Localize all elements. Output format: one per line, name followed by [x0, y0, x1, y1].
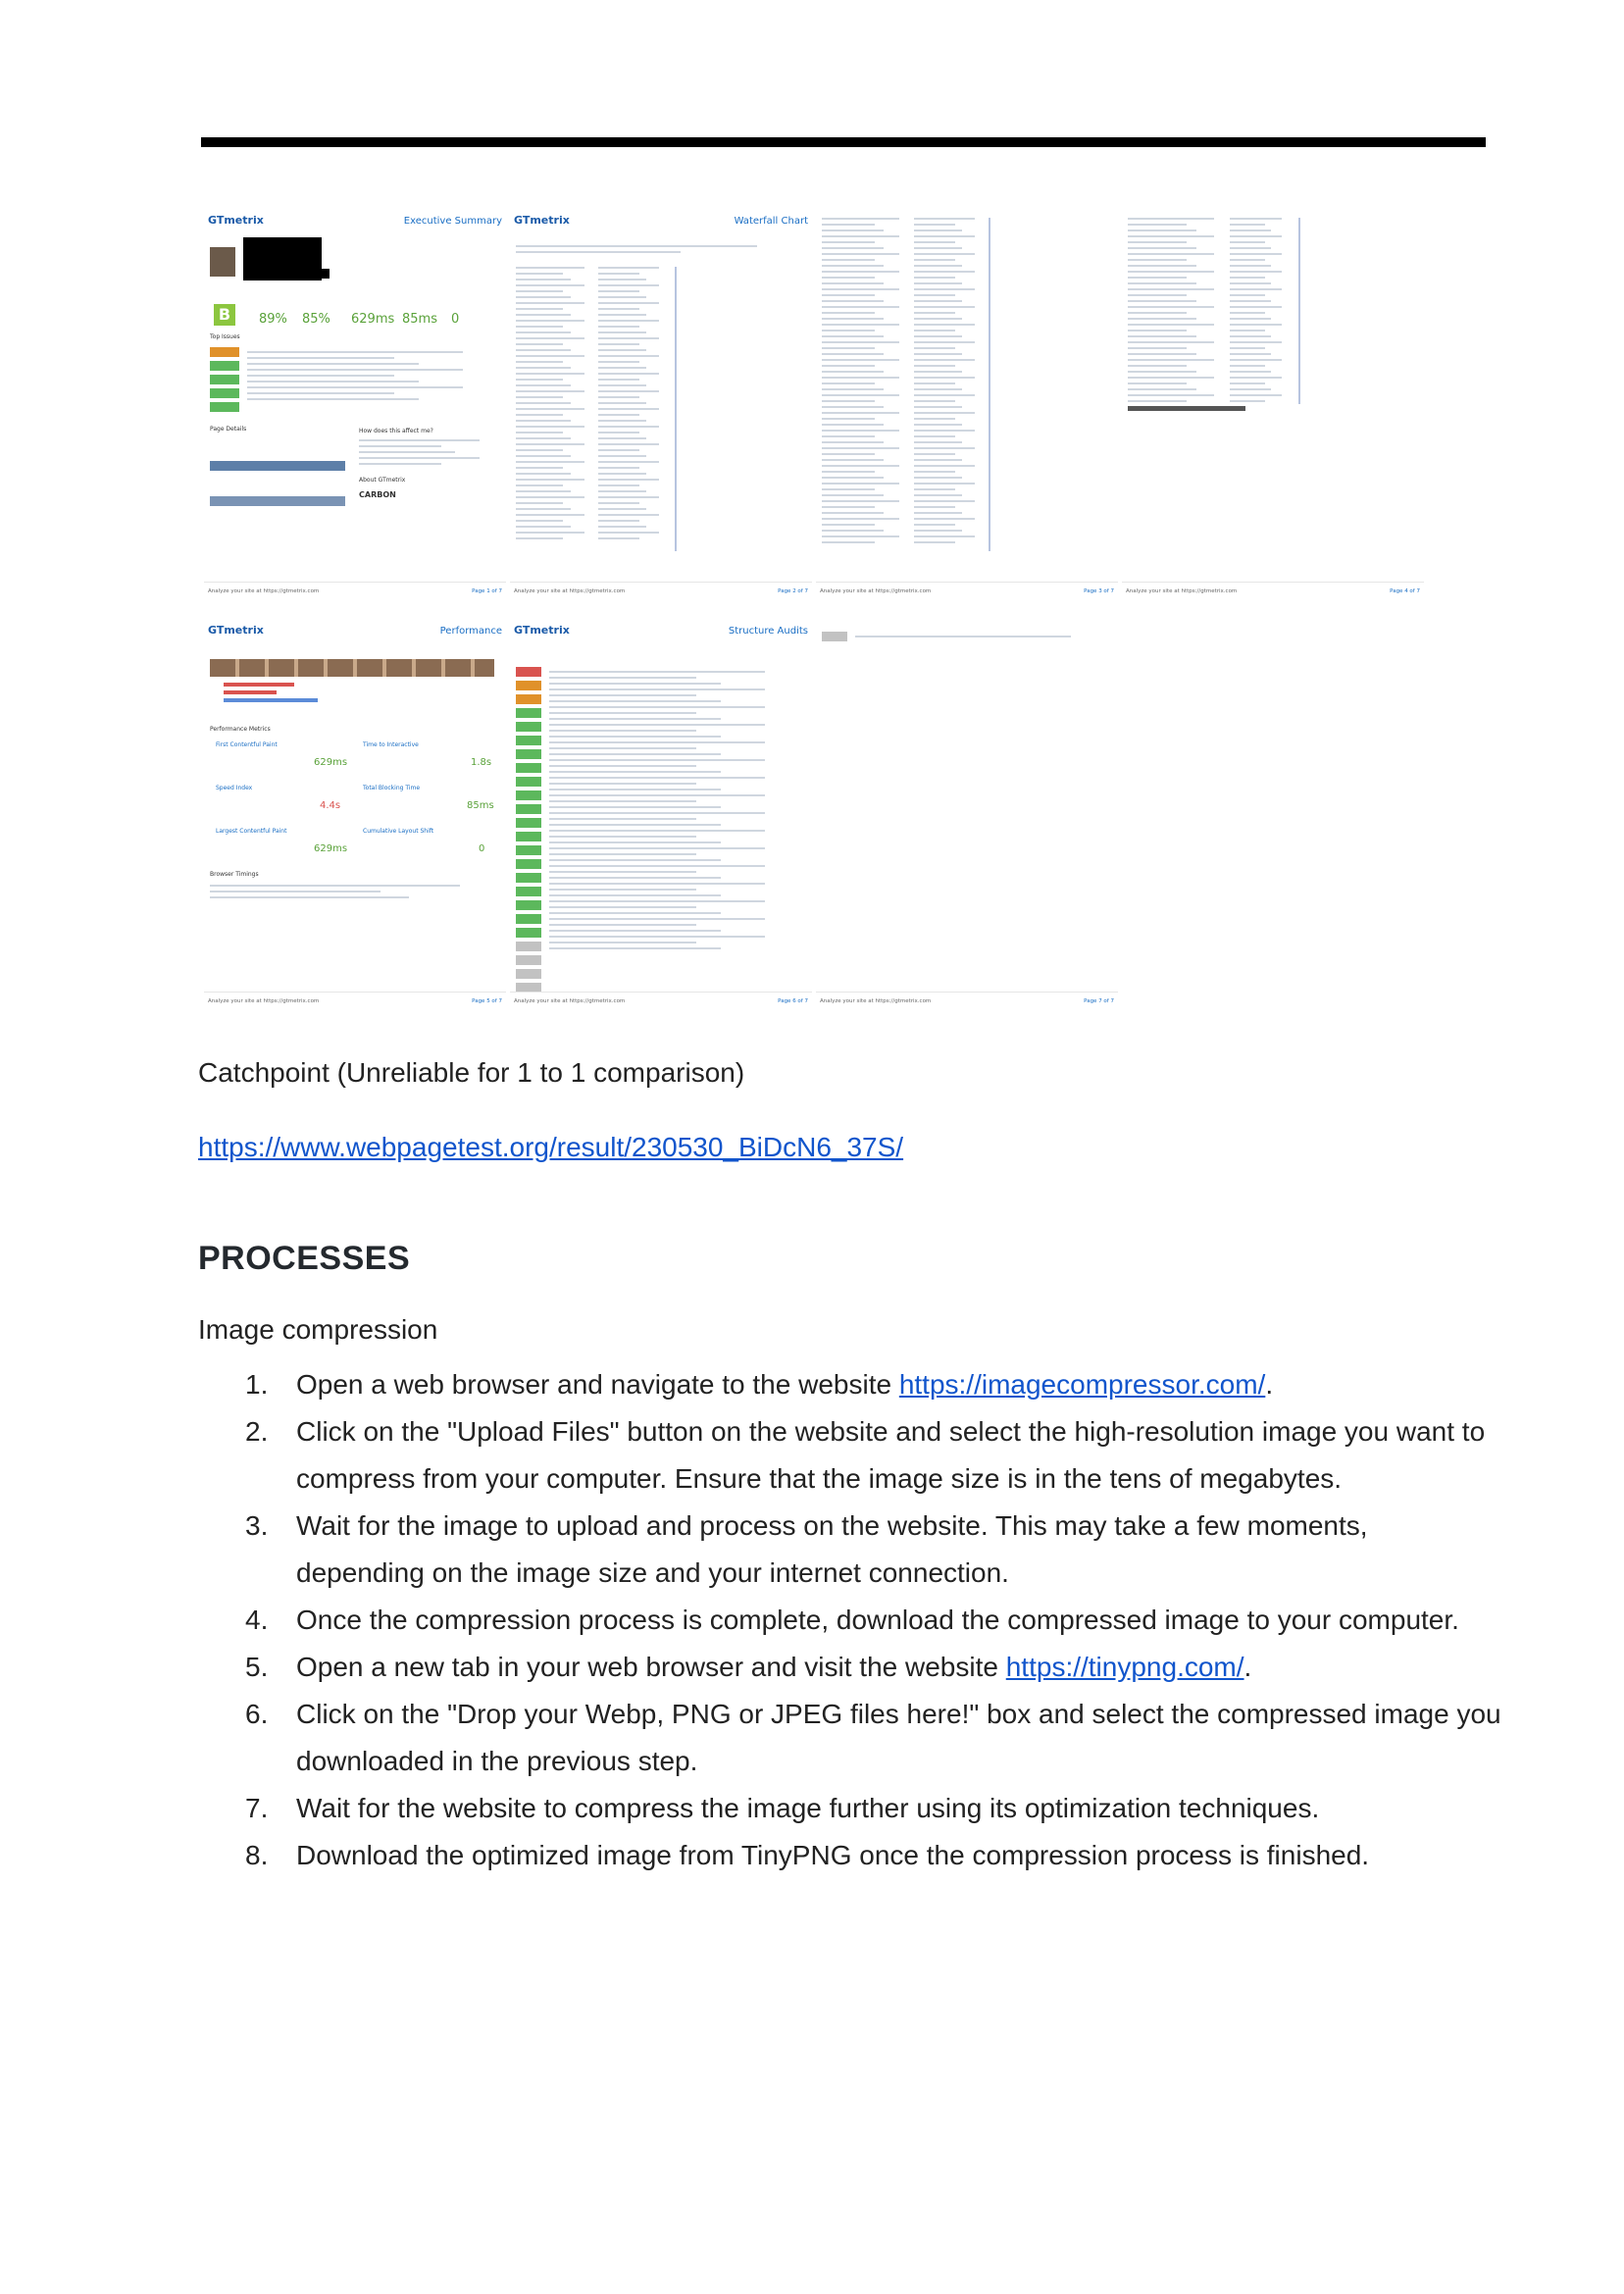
- step-text: Download the optimized image from TinyPNG once the compression process is finished.: [296, 1840, 1370, 1870]
- timings-heading: Browser Timings: [210, 871, 259, 878]
- catchpoint-link[interactable]: https://www.webpagetest.org/result/230530_BiDcN6_37S/: [198, 1132, 904, 1162]
- step-number: 6.: [245, 1699, 269, 1729]
- list-item: [198, 1785, 1502, 1832]
- cls-value: 0: [479, 843, 485, 854]
- step-text: .: [1265, 1369, 1274, 1400]
- page-details-heading: Page Details: [210, 426, 247, 433]
- top-horizontal-rule: [201, 137, 1486, 147]
- gtmetrix-logo: GTmetrix: [514, 214, 570, 227]
- si-value: 4.4s: [320, 800, 341, 811]
- waterfall-sizes: [914, 218, 983, 547]
- page-number: Page 7 of 7: [1084, 998, 1114, 1004]
- how-heading: How does this affect me?: [359, 428, 433, 434]
- tti-label: Time to Interactive: [363, 741, 419, 748]
- page-number: Page 1 of 7: [472, 588, 502, 594]
- thumbnail-footer: Analyze your site at https://gtmetrix.com: [208, 998, 320, 1004]
- about-heading: About GTmetrix: [359, 477, 406, 484]
- grade-badge: B: [214, 304, 235, 326]
- structure-score: 85%: [302, 312, 330, 327]
- step-text: Open a new tab in your web browser and visit the website: [296, 1652, 1006, 1682]
- thumbnail-footer: Analyze your site at https://gtmetrix.com: [820, 588, 932, 594]
- footer-divider: [510, 992, 812, 993]
- thumbnail-title: Performance: [439, 626, 502, 637]
- site-screenshot: [210, 247, 235, 277]
- tbt-value: 85ms: [402, 312, 437, 327]
- waterfall-timeline: [675, 267, 677, 551]
- timeline-markers: [224, 683, 341, 706]
- top-issues-text: [247, 351, 492, 404]
- step-number: 2.: [245, 1416, 269, 1447]
- footer-divider: [816, 992, 1118, 993]
- step-number: 8.: [245, 1840, 269, 1870]
- steps-list: [198, 1361, 1502, 1879]
- redacted-block: [312, 269, 330, 279]
- report-thumbnail-summary: [204, 210, 506, 598]
- list-item: [198, 1644, 1502, 1691]
- carbon-logo: CARBON: [359, 490, 396, 499]
- audit-list: [855, 636, 1100, 641]
- section-heading: PROCESSES: [198, 1240, 411, 1277]
- filmstrip: [210, 659, 494, 677]
- step-link[interactable]: https://imagecompressor.com/: [898, 1369, 1266, 1400]
- step-text: Click on the "Drop your Webp, PNG or JPEG files here!" box and select the compressed image you downloaded in the previous step.: [296, 1699, 1501, 1776]
- list-item: [198, 1691, 1502, 1785]
- report-thumbnail-structure: [510, 620, 812, 1008]
- fcp-value: 629ms: [314, 757, 348, 768]
- step-text: .: [1243, 1652, 1252, 1682]
- waterfall-urls: [1128, 218, 1226, 406]
- page-number: Page 3 of 7: [1084, 588, 1114, 594]
- catchpoint-text: Catchpoint (Unreliable for 1 to 1 comparison): [198, 1057, 745, 1088]
- gtmetrix-logo: GTmetrix: [208, 624, 264, 637]
- step-text: Wait for the image to upload and process on the website. This may take a few moments, depending on the image size and your internet connection.: [296, 1510, 1368, 1588]
- step-text: Open a web browser and navigate to the website: [296, 1369, 899, 1400]
- list-item: [198, 1408, 1502, 1503]
- footer-divider: [816, 582, 1118, 583]
- cls-label: Cumulative Layout Shift: [363, 828, 434, 835]
- step-number: 1.: [245, 1369, 269, 1400]
- thumbnail-footer: Analyze your site at https://gtmetrix.com: [514, 998, 626, 1004]
- report-thumbnail-waterfall-continued: [816, 210, 1118, 598]
- waterfall-intro: [516, 245, 790, 257]
- fcp-label: First Contentful Paint: [216, 741, 278, 748]
- audit-list: [549, 671, 794, 953]
- cls-value: 0: [451, 312, 460, 327]
- tbt-value: 85ms: [467, 800, 494, 811]
- page-number: Page 2 of 7: [778, 588, 808, 594]
- step-link[interactable]: https://tinypng.com/: [1005, 1652, 1244, 1682]
- report-thumbnail-waterfall-end: [1122, 210, 1424, 598]
- report-thumbnail-audit-end: [816, 620, 1118, 1008]
- lcp-label: Largest Contentful Paint: [216, 828, 287, 835]
- report-thumbnail-performance: [204, 620, 506, 1008]
- step-number: 4.: [245, 1605, 269, 1635]
- browser-timings: [210, 885, 494, 902]
- page-size-bar: [210, 461, 345, 471]
- top-issues-heading: Top Issues: [210, 333, 240, 340]
- thumbnail-title: Executive Summary: [403, 216, 502, 227]
- performance-score: 89%: [259, 312, 287, 327]
- tbt-label: Total Blocking Time: [363, 785, 421, 791]
- list-item: [198, 1832, 1502, 1879]
- footer-divider: [204, 992, 506, 993]
- step-number: 7.: [245, 1793, 269, 1823]
- si-label: Speed Index: [216, 785, 253, 791]
- step-text: Click on the "Upload Files" button on the website and select the high-resolution image you want to compress from your computer. Ensure that the image size is in the tens of megabytes.: [296, 1416, 1486, 1494]
- lcp-value: 629ms: [314, 843, 348, 854]
- redacted-block: [243, 237, 322, 280]
- gtmetrix-logo: GTmetrix: [208, 214, 264, 227]
- thumbnail-title: Structure Audits: [728, 626, 808, 637]
- page-number: Page 6 of 7: [778, 998, 808, 1004]
- footer-divider: [204, 582, 506, 583]
- requests-bar: [210, 496, 345, 506]
- waterfall-sizes: [1230, 218, 1289, 406]
- waterfall-sizes: [598, 267, 667, 543]
- thumbnail-footer: Analyze your site at https://gtmetrix.com: [1126, 588, 1238, 594]
- top-issues-list: [210, 347, 239, 416]
- thumbnail-title: Waterfall Chart: [734, 216, 808, 227]
- audit-badges: [516, 667, 541, 996]
- step-text: Once the compression process is complete, download the compressed image to your computer.: [296, 1605, 1459, 1635]
- waterfall-timeline: [1298, 218, 1300, 404]
- audit-badge: [822, 632, 847, 641]
- step-text: Wait for the website to compress the image further using its optimization techniques.: [296, 1793, 1320, 1823]
- report-thumbnail-waterfall: [510, 210, 812, 598]
- waterfall-urls: [822, 218, 910, 547]
- list-item: [198, 1361, 1502, 1408]
- step-number: 5.: [245, 1652, 269, 1682]
- thumbnail-footer: Analyze your site at https://gtmetrix.com: [514, 588, 626, 594]
- page-number: Page 5 of 7: [472, 998, 502, 1004]
- gtmetrix-logo: GTmetrix: [514, 624, 570, 637]
- subheading: Image compression: [198, 1314, 438, 1345]
- step-number: 3.: [245, 1510, 269, 1541]
- lcp-value: 629ms: [351, 312, 395, 327]
- list-item: [198, 1503, 1502, 1597]
- tti-value: 1.8s: [471, 757, 492, 768]
- how-text: [359, 439, 496, 469]
- thumbnail-footer: Analyze your site at https://gtmetrix.com: [820, 998, 932, 1004]
- list-item: [198, 1597, 1502, 1644]
- waterfall-summary-bar: [1128, 406, 1245, 411]
- waterfall-timeline: [989, 218, 990, 551]
- metrics-heading: Performance Metrics: [210, 726, 271, 733]
- thumbnail-footer: Analyze your site at https://gtmetrix.com: [208, 588, 320, 594]
- footer-divider: [510, 582, 812, 583]
- footer-divider: [1122, 582, 1424, 583]
- page-number: Page 4 of 7: [1390, 588, 1420, 594]
- waterfall-urls: [516, 267, 594, 543]
